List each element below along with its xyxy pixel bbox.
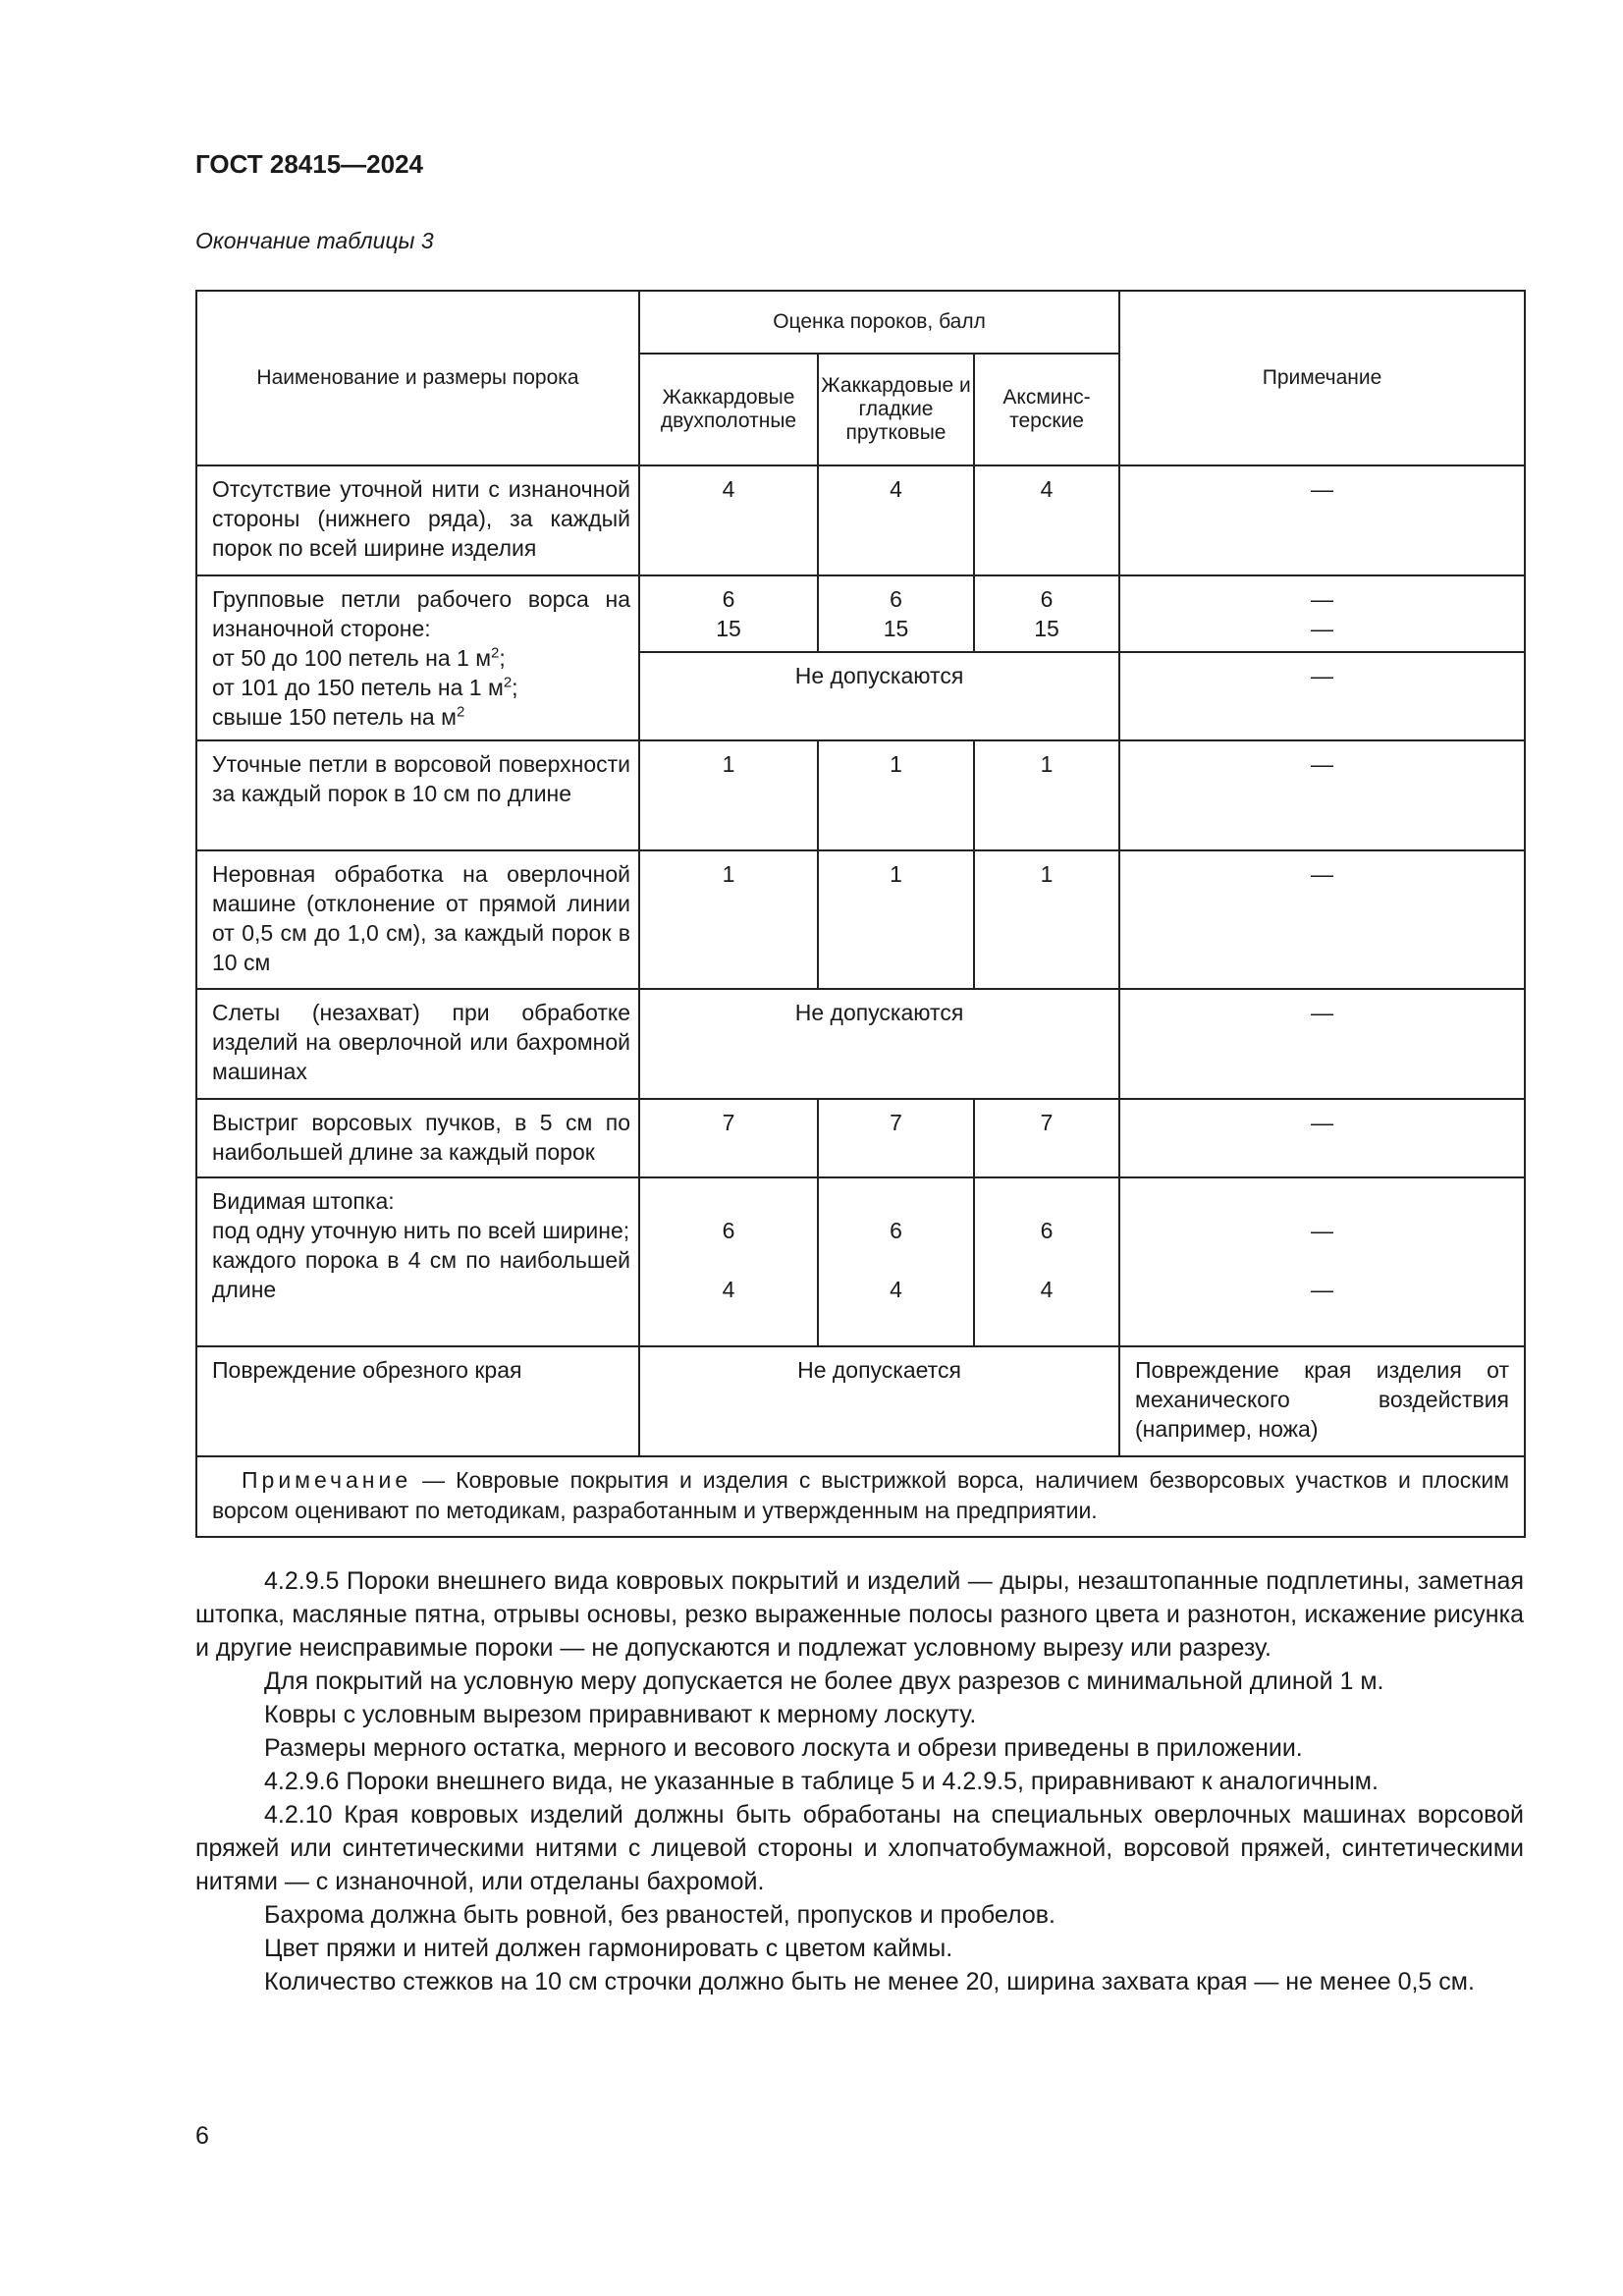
score-merged-cell: Не допускаются (639, 989, 1119, 1099)
note-cell: — (1119, 465, 1525, 575)
score-cell: 6 15 (818, 575, 974, 652)
defect-name (196, 1177, 639, 1346)
table-row (196, 1177, 1525, 1346)
score-cell: 6 4 (974, 1177, 1119, 1346)
defect-name: Неровная обработка на оверлочной машине (отклонение от прямой линии от 0,5 см до 1,0 см), за каждый порок в 10 см (196, 850, 639, 989)
defect-sub-item: под одну уточную нить по всей ширине; (212, 1218, 630, 1243)
defect-name: Уточные петли в ворсовой поверхности за каждый порок в 10 см по длине (196, 740, 639, 850)
footnote-label: Примечание (242, 1467, 412, 1493)
table-row (196, 740, 1525, 850)
paragraph: 4.2.9.6 Пороки внешнего вида, не указанные в таблице 5 и 4.2.9.5, приравнивают к аналогичным. (264, 1768, 1379, 1795)
score-cell: 7 (974, 1099, 1119, 1177)
defect-name: Отсутствие уточной нити с изнаночной стороны (нижнего ряда), за каждый порок по всей ширине изделия (196, 465, 639, 575)
note-cell: — (1119, 850, 1525, 989)
table-caption: Окончание таблицы 3 (195, 228, 434, 253)
footnote-text: — Ковровые покрытия и изделия с выстрижкой ворса, наличием безворсовых участков и плоским ворсом оценивают по методикам, разработанным и утвержденным на предприятии. (212, 1467, 1510, 1523)
header-note: Примечание (1119, 291, 1525, 465)
defect-sub-item: каждого порока в 4 см по наибольшей длине (212, 1247, 630, 1302)
defect-name-lead: Групповые петли рабочего ворса на изнаночной стороне: (212, 586, 630, 641)
header-name: Наименование и размеры порока (196, 291, 639, 465)
defect-name: Выстриг ворсовых пучков, в 5 см по наибольшей длине за каждый порок (196, 1099, 639, 1177)
paragraph: 4.2.9.5 Пороки внешнего вида ковровых покрытий и изделий — дыры, незаштопанные подплетины, заметная штопка, масляные пятна, отрывы основы, резко выраженные полосы разного цвета и разнотон, искажение рисунка и другие неисправимые пороки — не допускаются и подлежат условному вырезу или разрезу. (195, 1567, 1524, 1662)
score-cell: 6 4 (818, 1177, 974, 1346)
header-score-group: Оценка пороков, балл (639, 291, 1119, 354)
page-number: 6 (195, 2122, 209, 2150)
header-col-jacquard-double: Жаккардовые двухполотные (639, 354, 818, 465)
score-cell: 1 (639, 850, 818, 989)
note-cell: — — (1119, 1177, 1525, 1346)
note-cell: Повреждение края изделия от механического воздействия (например, ножа) (1119, 1346, 1525, 1456)
table-row (196, 465, 1525, 575)
table-row (196, 575, 1525, 652)
score-cell: 6 15 (639, 575, 818, 652)
note-cell: — — (1119, 575, 1525, 652)
note-cell: — (1119, 1099, 1525, 1177)
defects-table (195, 290, 1526, 1538)
table-footnote-row (196, 1456, 1525, 1537)
defect-sub-item: от 50 до 100 петель на 1 м (212, 645, 492, 671)
score-merged-cell: Не допускается (639, 1346, 1119, 1456)
defect-name-lead: Видимая штопка: (212, 1188, 395, 1214)
score-merged-cell: Не допускаются (639, 652, 1119, 740)
table-row (196, 1099, 1525, 1177)
score-cell: 4 (639, 465, 818, 575)
table-row (196, 989, 1525, 1099)
standard-number: ГОСТ 28415—2024 (195, 149, 423, 179)
defect-name: Групповые петли рабочего ворса на изнаночной стороне: от 50 до 100 петель на 1 $м^2$; от 101 до 150 петель на 1 $м^2$; свыше 150 петель на $м^2$ (196, 575, 639, 740)
score-cell: 6 4 (639, 1177, 818, 1346)
header-col-axminster: Аксминс-терские (974, 354, 1119, 465)
score-cell: 4 (818, 465, 974, 575)
score-cell: 7 (818, 1099, 974, 1177)
defect-name: Слеты (незахват) при обработке изделий на оверлочной или бахромной машинах (196, 989, 639, 1099)
note-cell: — (1119, 989, 1525, 1099)
score-cell: 4 (974, 465, 1119, 575)
paragraph: Размеры мерного остатка, мерного и весового лоскута и обрези приведены в приложении. (264, 1734, 1303, 1762)
table-row (196, 1346, 1525, 1456)
score-cell: 1 (639, 740, 818, 850)
paragraph: Для покрытий на условную меру допускается не более двух разрезов с минимальной длиной 1 м. (264, 1667, 1384, 1695)
paragraph: Количество стежков на 10 см строчки должно быть не менее 20, ширина захвата края — не менее 0,5 см. (264, 1968, 1475, 1995)
score-cell: 7 (639, 1099, 818, 1177)
header-col-jacquard-plain: Жаккардовые и гладкие прутковые (818, 354, 974, 465)
defect-sub-item: от 101 до 150 петель на 1 м (212, 675, 504, 700)
score-cell: 1 (818, 850, 974, 989)
note-cell: — (1119, 652, 1525, 740)
paragraph: Ковры с условным вырезом приравнивают к мерному лоскуту. (264, 1701, 977, 1728)
defect-sub-item: свыше 150 петель на м (212, 704, 457, 730)
paragraph: 4.2.10 Края ковровых изделий должны быть обработаны на специальных оверлочных машинах ворсовой пряжей или синтетическими нитями с лицевой стороны и хлопчатобумажной, ворсовой пряжей, синтетическими нитями — с изнаночной, или отделаны бахромой. (195, 1801, 1524, 1895)
table-row (196, 850, 1525, 989)
paragraph: Цвет пряжи и нитей должен гармонировать с цветом каймы. (264, 1935, 953, 1962)
note-cell: — (1119, 740, 1525, 850)
table-footnote (196, 1456, 1525, 1537)
paragraph: Бахрома должна быть ровной, без рваностей, пропусков и пробелов. (264, 1901, 1055, 1929)
score-cell: 1 (974, 850, 1119, 989)
score-cell: 1 (974, 740, 1119, 850)
body-text (195, 1564, 1524, 1998)
defect-name: Повреждение обрезного края (196, 1346, 639, 1456)
score-cell: 1 (818, 740, 974, 850)
score-cell: 6 15 (974, 575, 1119, 652)
